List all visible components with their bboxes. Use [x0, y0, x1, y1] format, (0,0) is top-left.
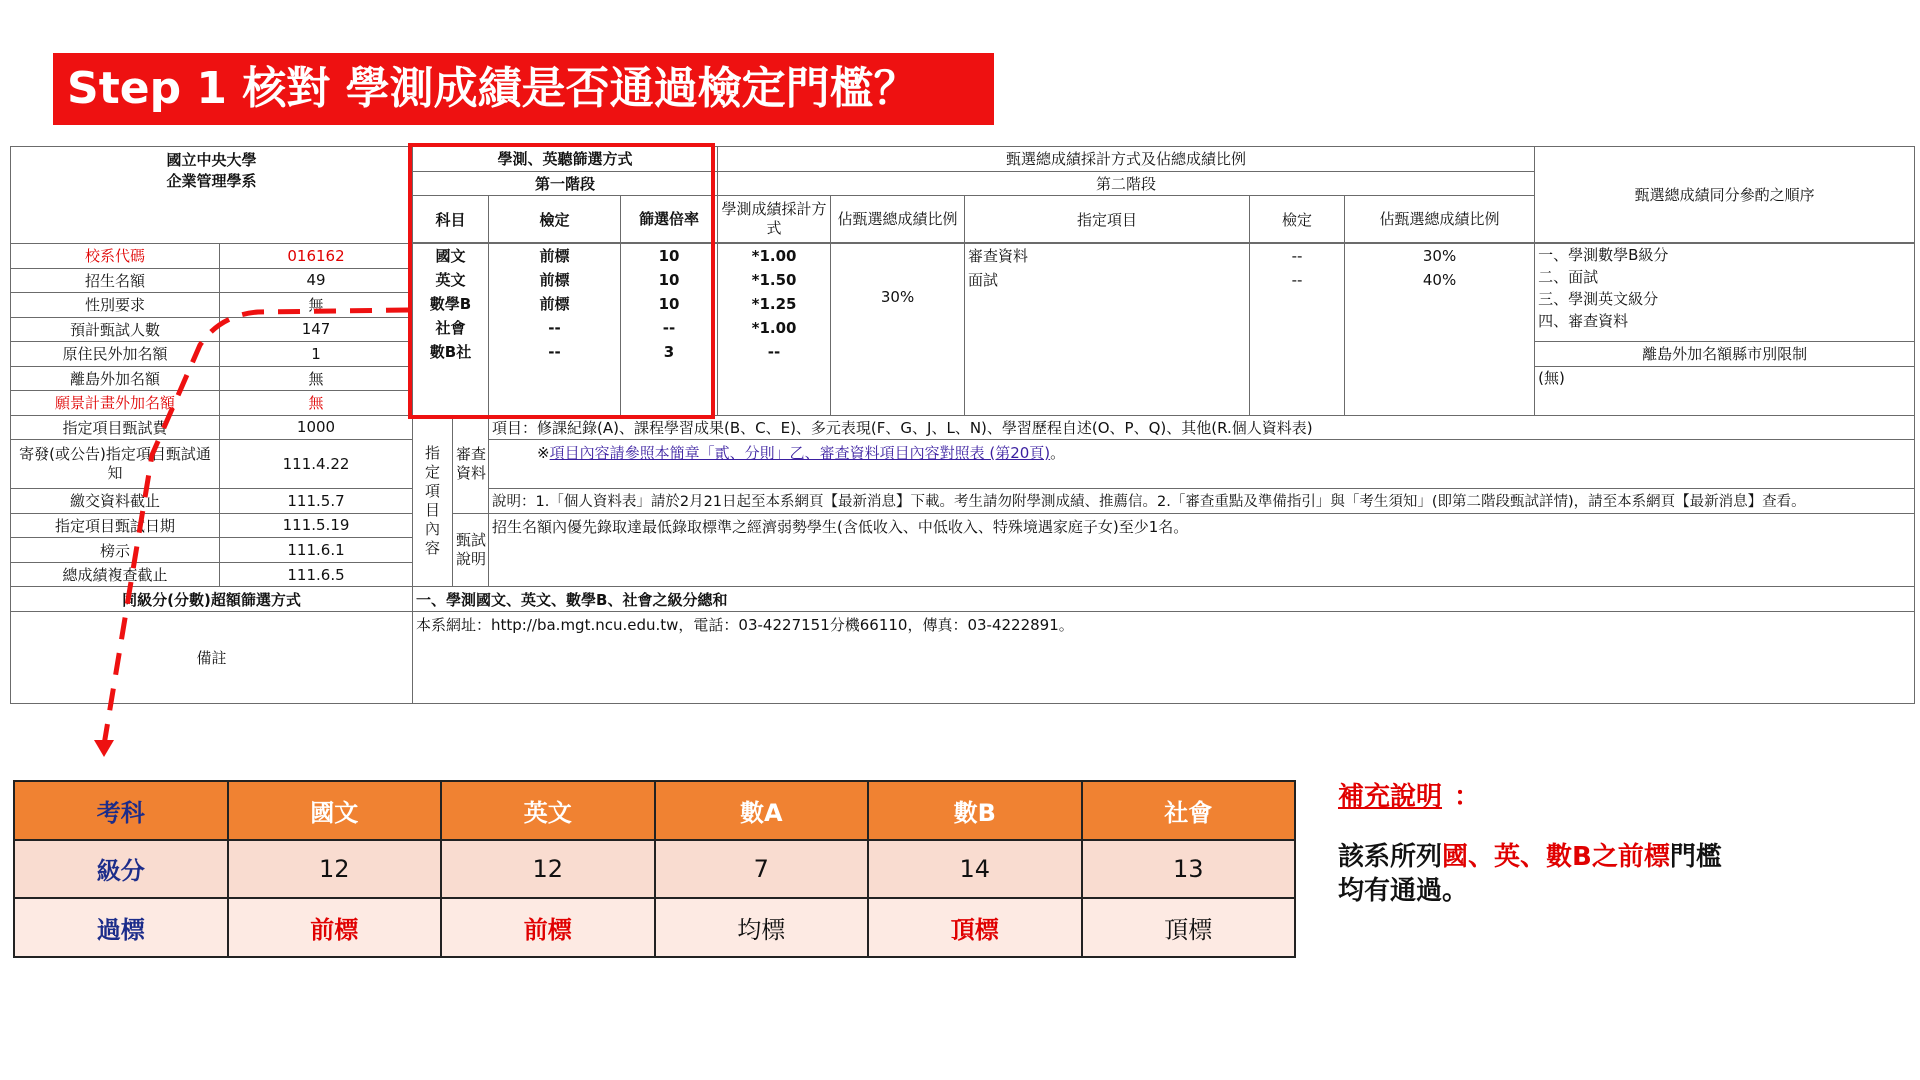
item-check: -- [1291, 247, 1303, 266]
info-label: 指定項目甄試費 [11, 415, 220, 440]
info-label: 校系代碼 [11, 244, 220, 269]
info-value: 49 [220, 268, 413, 293]
item-check: -- [1291, 271, 1303, 290]
review-items-line: 項目：修課紀錄(A)、課程學習成果(B、C、E)、多元表現(F、G、J、L、N)、學習歷程自述(O、P、Q)、其他(R.個人資料表) [489, 415, 1915, 440]
info-label: 寄發(或公告)指定項目甄試通知 [11, 440, 220, 489]
score-header: 社會 [1082, 781, 1296, 840]
subject-method: *1.25 [751, 295, 797, 314]
info-value: 無 [220, 293, 413, 318]
ratio1-header: 佔甄選總成績比例 [831, 196, 965, 243]
info-value: 111.4.22 [220, 440, 413, 489]
review-link-suffix: 。 [1050, 444, 1066, 463]
remarks-text: 本系網址：http://ba.mgt.ncu.edu.tw，電話：03-4227151分機66110，傳真：03-4222891。 [413, 611, 1915, 703]
info-value: 147 [220, 317, 413, 342]
subject-name: 國文 [435, 247, 466, 266]
info-value: 1000 [220, 415, 413, 440]
subject-check: 前標 [539, 247, 570, 266]
item-ratio: 30% [1422, 247, 1457, 266]
score-header: 英文 [441, 781, 655, 840]
multiple-header: 篩選倍率 [621, 196, 718, 243]
note-colon: ： [1454, 782, 1481, 812]
score-header: 考科 [14, 781, 228, 840]
ratio2-header: 佔甄選總成績比例 [1345, 196, 1535, 243]
level-value: 均標 [655, 898, 869, 957]
island-limit-header: 離島外加名額縣市別限制 [1535, 342, 1915, 367]
subject-method: *1.50 [751, 271, 797, 290]
stage1-ratio-value: 30% [880, 288, 915, 307]
note-suffix: 門檻 [1669, 842, 1722, 872]
island-limit-value: (無) [1535, 366, 1915, 415]
subject-name: 數B社 [429, 343, 472, 362]
info-label: 榜示 [11, 538, 220, 563]
info-label: 性別要求 [11, 293, 220, 318]
note-line-2: 均有通過。 [1338, 876, 1469, 906]
screening-header: 學測、英聽篩選方式 [413, 147, 718, 172]
level-value: 頂標 [868, 898, 1082, 957]
remarks-label: 備註 [11, 611, 413, 703]
score-header: 數B [868, 781, 1082, 840]
designated-vertical-text: 指定項目內容 [425, 443, 441, 557]
item-name: 面試 [968, 271, 999, 290]
subject-check: -- [548, 319, 561, 338]
tie-label: 同級分(分數)超額篩選方式 [11, 587, 413, 612]
order-item: 二、面試 [1538, 268, 1599, 287]
level-value: 前標 [441, 898, 655, 957]
subject-name: 社會 [435, 319, 466, 338]
subject-multiple: 10 [658, 271, 680, 290]
subject-header: 科目 [413, 196, 489, 243]
levels-label: 過標 [14, 898, 228, 957]
info-value: 016162 [220, 244, 413, 269]
item-name: 審查資料 [968, 247, 1029, 266]
check-header: 檢定 [489, 196, 621, 243]
review-note-line: 說明：1.「個人資料表」請於2月21日起至本系網頁【最新消息】下載。考生請勿附學測成績、推薦信。2.「審查重點及準備指引」與「考生須知」(即第二階段甄試詳情)，請至本系網頁【最新消息】查看。 [489, 489, 1915, 514]
level-value: 頂標 [1082, 898, 1296, 957]
note-line-1 [1338, 840, 1722, 874]
info-label: 預計甄試人數 [11, 317, 220, 342]
info-value: 111.6.5 [220, 562, 413, 587]
subject-method: *1.00 [751, 247, 797, 266]
note-body [1338, 840, 1722, 908]
info-value: 111.6.1 [220, 538, 413, 563]
level-value: 前標 [228, 898, 442, 957]
arrow-head-icon [94, 740, 114, 757]
item-ratio: 40% [1422, 271, 1457, 290]
subject-multiple: 3 [663, 343, 675, 362]
note-prefix: 該系所列 [1338, 842, 1443, 872]
info-label: 指定項目甄試日期 [11, 513, 220, 538]
check2-header: 檢定 [1250, 196, 1345, 243]
subject-name: 英文 [435, 271, 466, 290]
tie-text: 一、學測國文、英文、數學B、社會之級分總和 [413, 587, 1915, 612]
note-title: 補充說明 [1338, 782, 1443, 812]
item-header: 指定項目 [965, 196, 1250, 243]
exam-text: 招生名額內優先錄取達最低錄取標準之經濟弱勢學生(含低收入、中低收入、特殊境遇家庭子女)至少1名。 [489, 513, 1915, 587]
exam-label-text: 甄試說明 [456, 531, 487, 568]
subject-method: *1.00 [751, 319, 797, 338]
note-highlight: 國、英、數B之前標 [1442, 842, 1670, 872]
info-value: 1 [220, 342, 413, 367]
subject-name: 數學B [429, 295, 472, 314]
score-value: 7 [655, 840, 869, 899]
total-method-header: 甄選總成績採計方式及佔總成績比例 [718, 147, 1535, 172]
review-label-text: 審查資料 [456, 445, 487, 483]
subject-check: 前標 [539, 271, 570, 290]
subject-multiple: 10 [658, 295, 680, 314]
review-reference-link[interactable]: 項目內容請參照本簡章「貳、分則」乙、審查資料項目內容對照表 (第20頁) [549, 444, 1051, 463]
score-value: 13 [1082, 840, 1296, 899]
score-value: 12 [228, 840, 442, 899]
score-header: 國文 [228, 781, 442, 840]
info-value: 無 [220, 391, 413, 416]
subject-multiple: -- [662, 319, 676, 338]
school-name: 國立中央大學 [166, 151, 257, 169]
subject-method: -- [767, 343, 781, 362]
order-item: 三、學測英文級分 [1538, 290, 1659, 309]
info-value: 111.5.7 [220, 489, 413, 514]
info-value: 111.5.19 [220, 513, 413, 538]
subject-check: 前標 [539, 295, 570, 314]
info-label: 招生名額 [11, 268, 220, 293]
score-value: 14 [868, 840, 1082, 899]
dept-name: 企業管理學系 [166, 172, 257, 190]
score-header: 數A [655, 781, 869, 840]
subject-multiple: 10 [658, 247, 680, 266]
scores-label: 級分 [14, 840, 228, 899]
order-item: 四、審查資料 [1538, 312, 1629, 331]
review-link-prefix: ※ [537, 444, 550, 463]
order-item: 一、學測數學B級分 [1538, 246, 1669, 265]
score-value: 12 [441, 840, 655, 899]
score-table [13, 780, 1296, 958]
info-label: 離島外加名額 [11, 366, 220, 391]
info-label: 繳交資料截止 [11, 489, 220, 514]
info-label: 總成績複查截止 [11, 562, 220, 587]
stage2-header: 第二階段 [718, 171, 1535, 196]
info-label: 原住民外加名額 [11, 342, 220, 367]
stage1-header: 第一階段 [413, 171, 718, 196]
score-method-header: 學測成績採計方式 [718, 196, 831, 243]
info-value: 無 [220, 366, 413, 391]
page-title: Step 1 核對 學測成績是否通過檢定門檻？ [67, 63, 918, 114]
info-label: 願景計畫外加名額 [11, 391, 220, 416]
subject-check: -- [548, 343, 561, 362]
order-header: 甄選總成績同分參酌之順序 [1535, 147, 1915, 243]
